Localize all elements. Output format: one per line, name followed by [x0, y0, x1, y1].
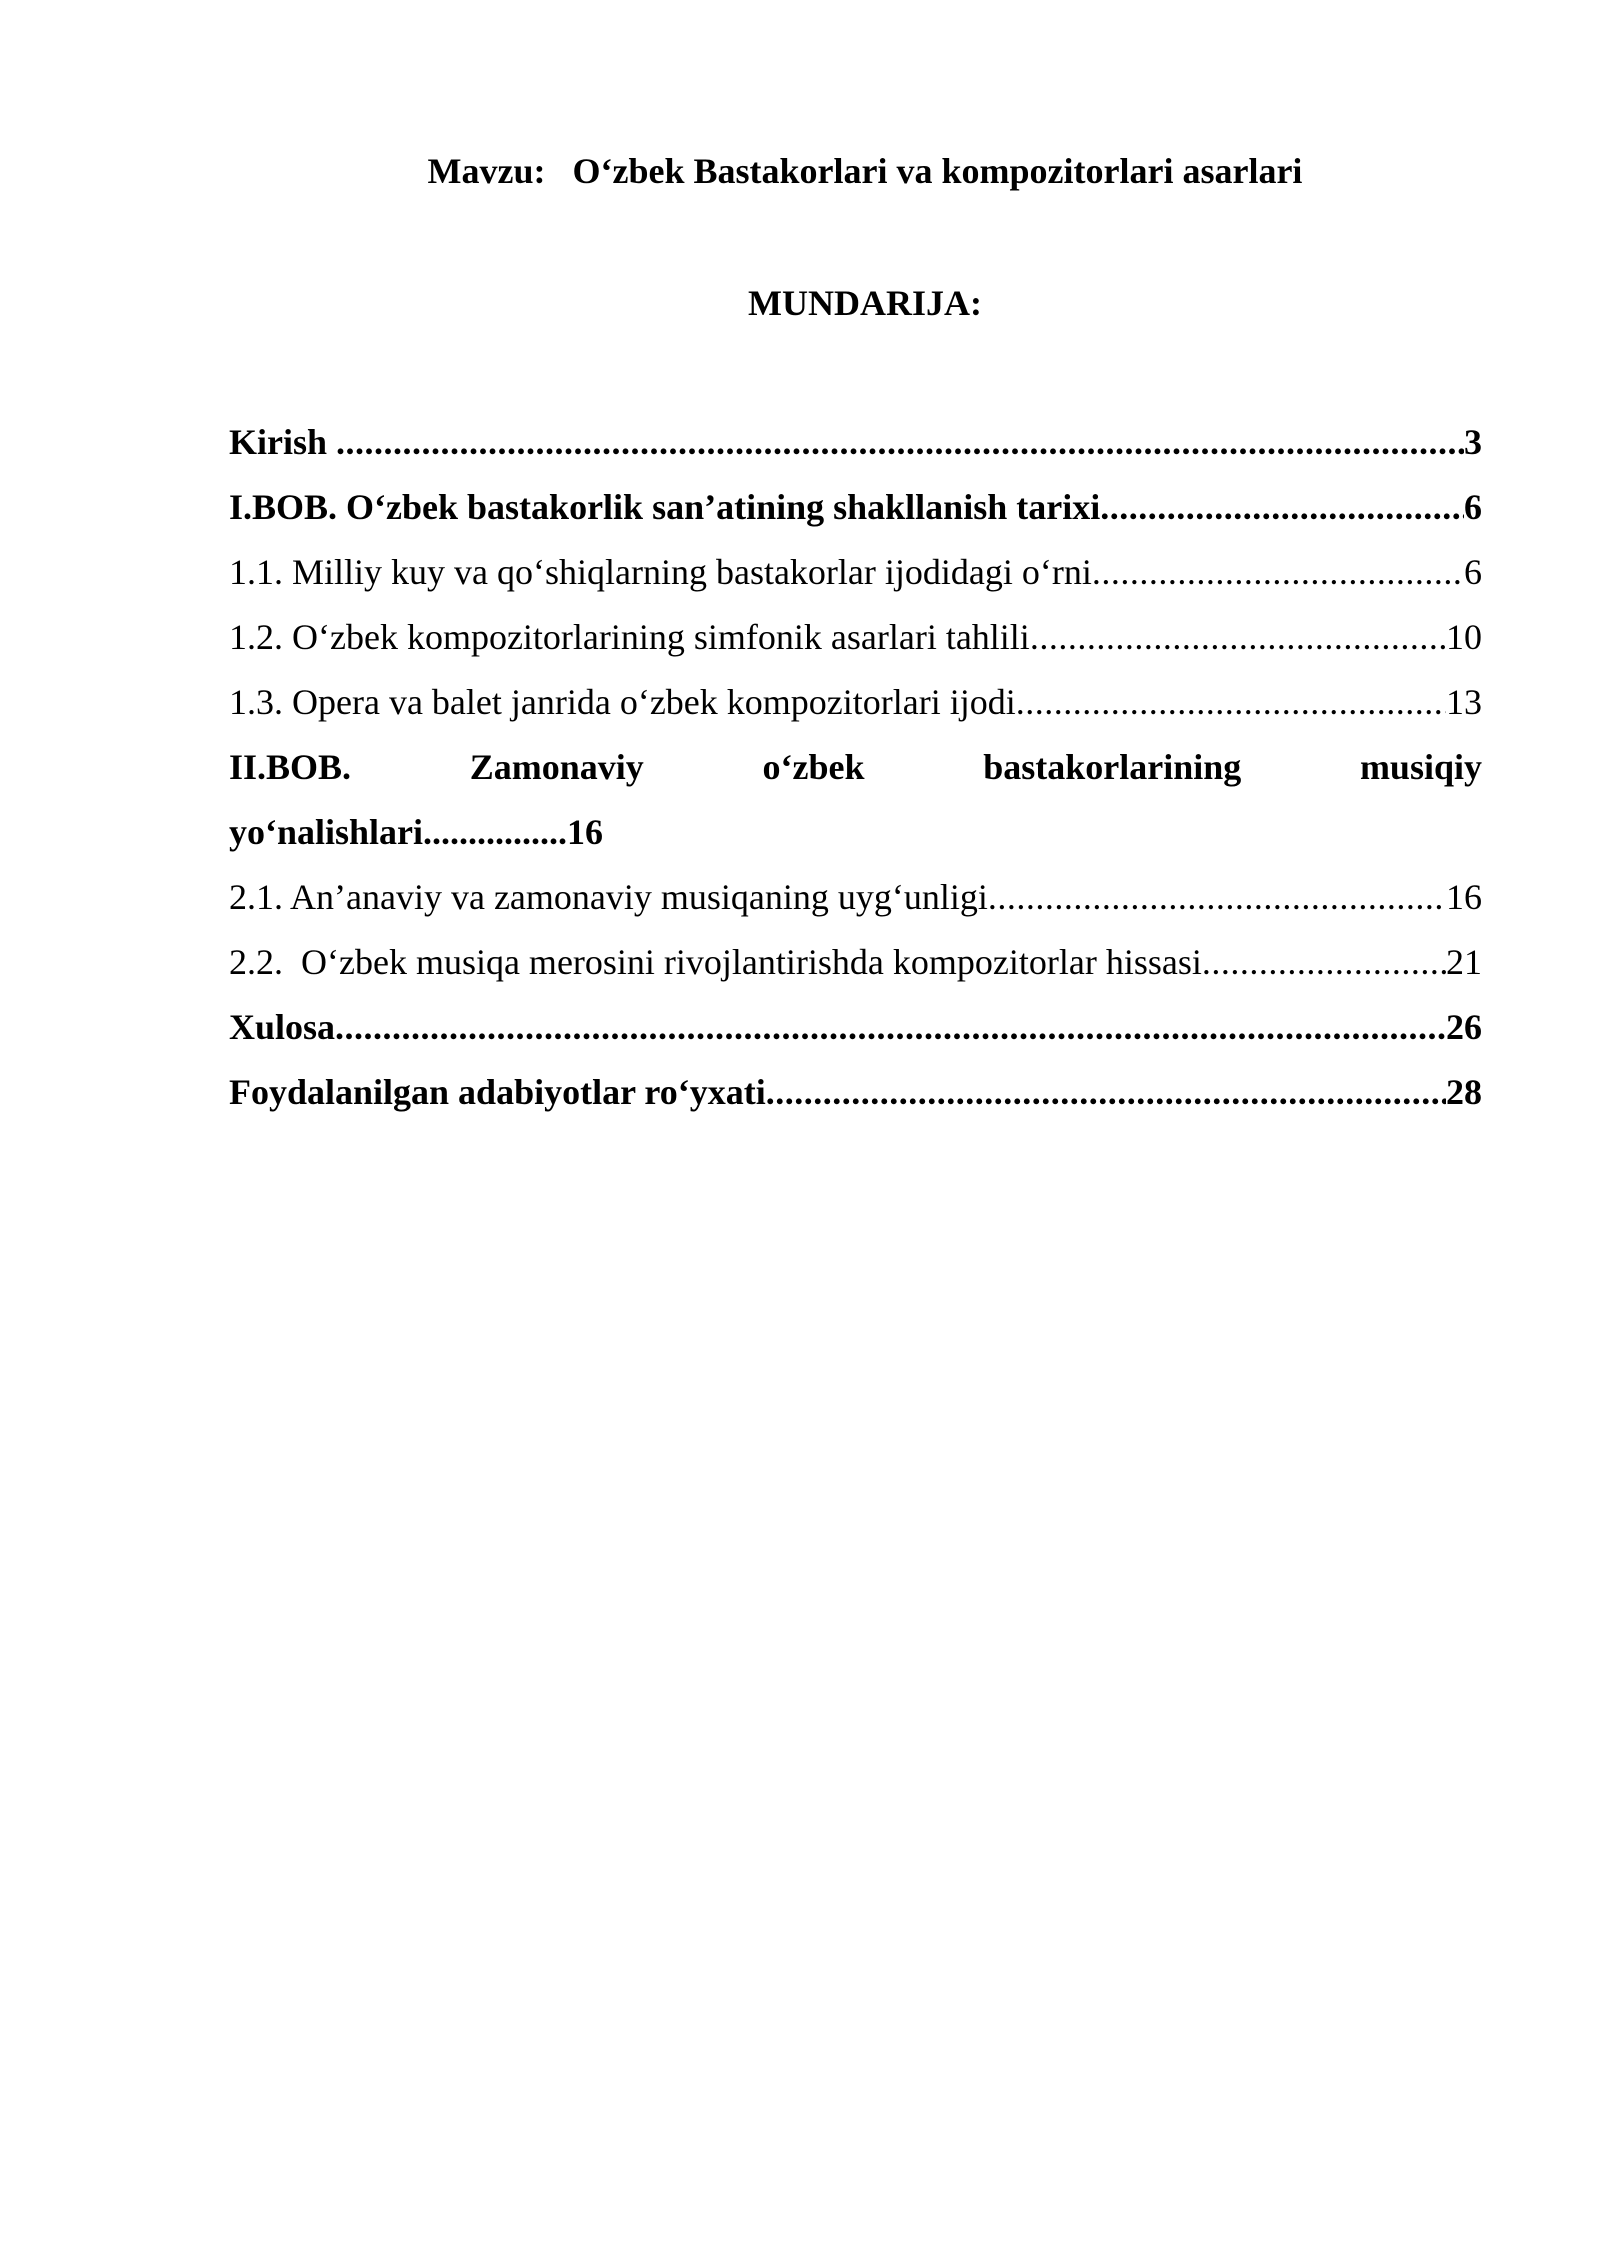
toc-entry-chapter-2-cont — [229, 800, 1482, 865]
toc-entry-page: 6 — [1464, 552, 1482, 592]
toc-entry-2-2 — [229, 930, 1482, 995]
toc-entry-page: 26 — [1446, 1007, 1482, 1047]
toc-entry-label: 1.1. Milliy kuy va qo‘shiqlarning bastakorlar ijodidagi o‘rni — [229, 552, 1092, 592]
toc-entry-chapter-1 — [229, 475, 1482, 540]
toc-leader-dots — [988, 865, 1446, 930]
toc-entry-page: 10 — [1446, 617, 1482, 657]
toc-entry-word: o‘zbek — [762, 747, 865, 787]
toc-entry-page: 16 — [567, 812, 604, 852]
toc-entry-page: 21 — [1446, 942, 1482, 982]
toc-entry-page: 3 — [1464, 422, 1482, 462]
toc-leader-dots — [335, 995, 1446, 1060]
toc-entry-label: 1.3. Opera va balet janrida o‘zbek kompozitorlari ijodi — [229, 682, 1016, 722]
toc-leader-dots — [336, 410, 1464, 475]
toc-entry-bibliography — [229, 1060, 1482, 1125]
toc-entry-label: Xulosa — [229, 1007, 336, 1047]
toc-title: MUNDARIJA: — [748, 283, 982, 323]
toc-entry-label: Foydalanilgan adabiyotlar ro‘yxati — [229, 1072, 766, 1112]
toc-entry-1-1 — [229, 540, 1482, 605]
toc-entry-label: Kirish — [229, 422, 337, 462]
toc-entry-label: 2.2. O‘zbek musiqa merosini rivojlantirishda kompozitorlar hissasi — [229, 942, 1202, 982]
toc-leader-dots — [1202, 930, 1446, 995]
toc-entry-page: 6 — [1464, 487, 1482, 527]
toc-entry-2-1 — [229, 865, 1482, 930]
toc-leader-dots — [1030, 605, 1446, 670]
toc-leader-dots-short: ................ — [423, 812, 568, 852]
toc-entry-page: 13 — [1446, 682, 1482, 722]
table-of-contents — [229, 410, 1482, 1125]
toc-entry-1-2 — [229, 605, 1482, 670]
toc-leader-dots — [1016, 670, 1446, 735]
toc-entry-page: 16 — [1446, 877, 1482, 917]
toc-entry-label: 2.1. An’anaviy va zamonaviy musiqaning uyg‘unligi — [229, 877, 988, 917]
toc-entry-word: II.BOB. — [229, 747, 352, 787]
toc-leader-dots — [1100, 475, 1464, 540]
toc-entry-label: I.BOB. O‘zbek bastakorlik san’atining shakllanish tarixi — [229, 487, 1101, 527]
toc-entry-xulosa — [229, 995, 1482, 1060]
toc-entry-label: yo‘nalishlari — [229, 812, 424, 852]
document-topic: Mavzu: O‘zbek Bastakorlari va kompozitorlari asarlari — [427, 151, 1303, 191]
toc-entry-chapter-2 — [229, 735, 1482, 800]
toc-entry-word: bastakorlarining — [983, 747, 1242, 787]
toc-leader-dots — [766, 1060, 1446, 1125]
toc-entry-word: musiqiy — [1359, 747, 1482, 787]
toc-entry-1-3 — [229, 670, 1482, 735]
toc-entry-kirish — [229, 410, 1482, 475]
toc-entry-word: Zamonaviy — [469, 747, 644, 787]
toc-leader-dots — [1092, 540, 1464, 605]
toc-entry-label: 1.2. O‘zbek kompozitorlarining simfonik asarlari tahlili — [229, 617, 1030, 657]
toc-entry-page: 28 — [1446, 1072, 1482, 1112]
